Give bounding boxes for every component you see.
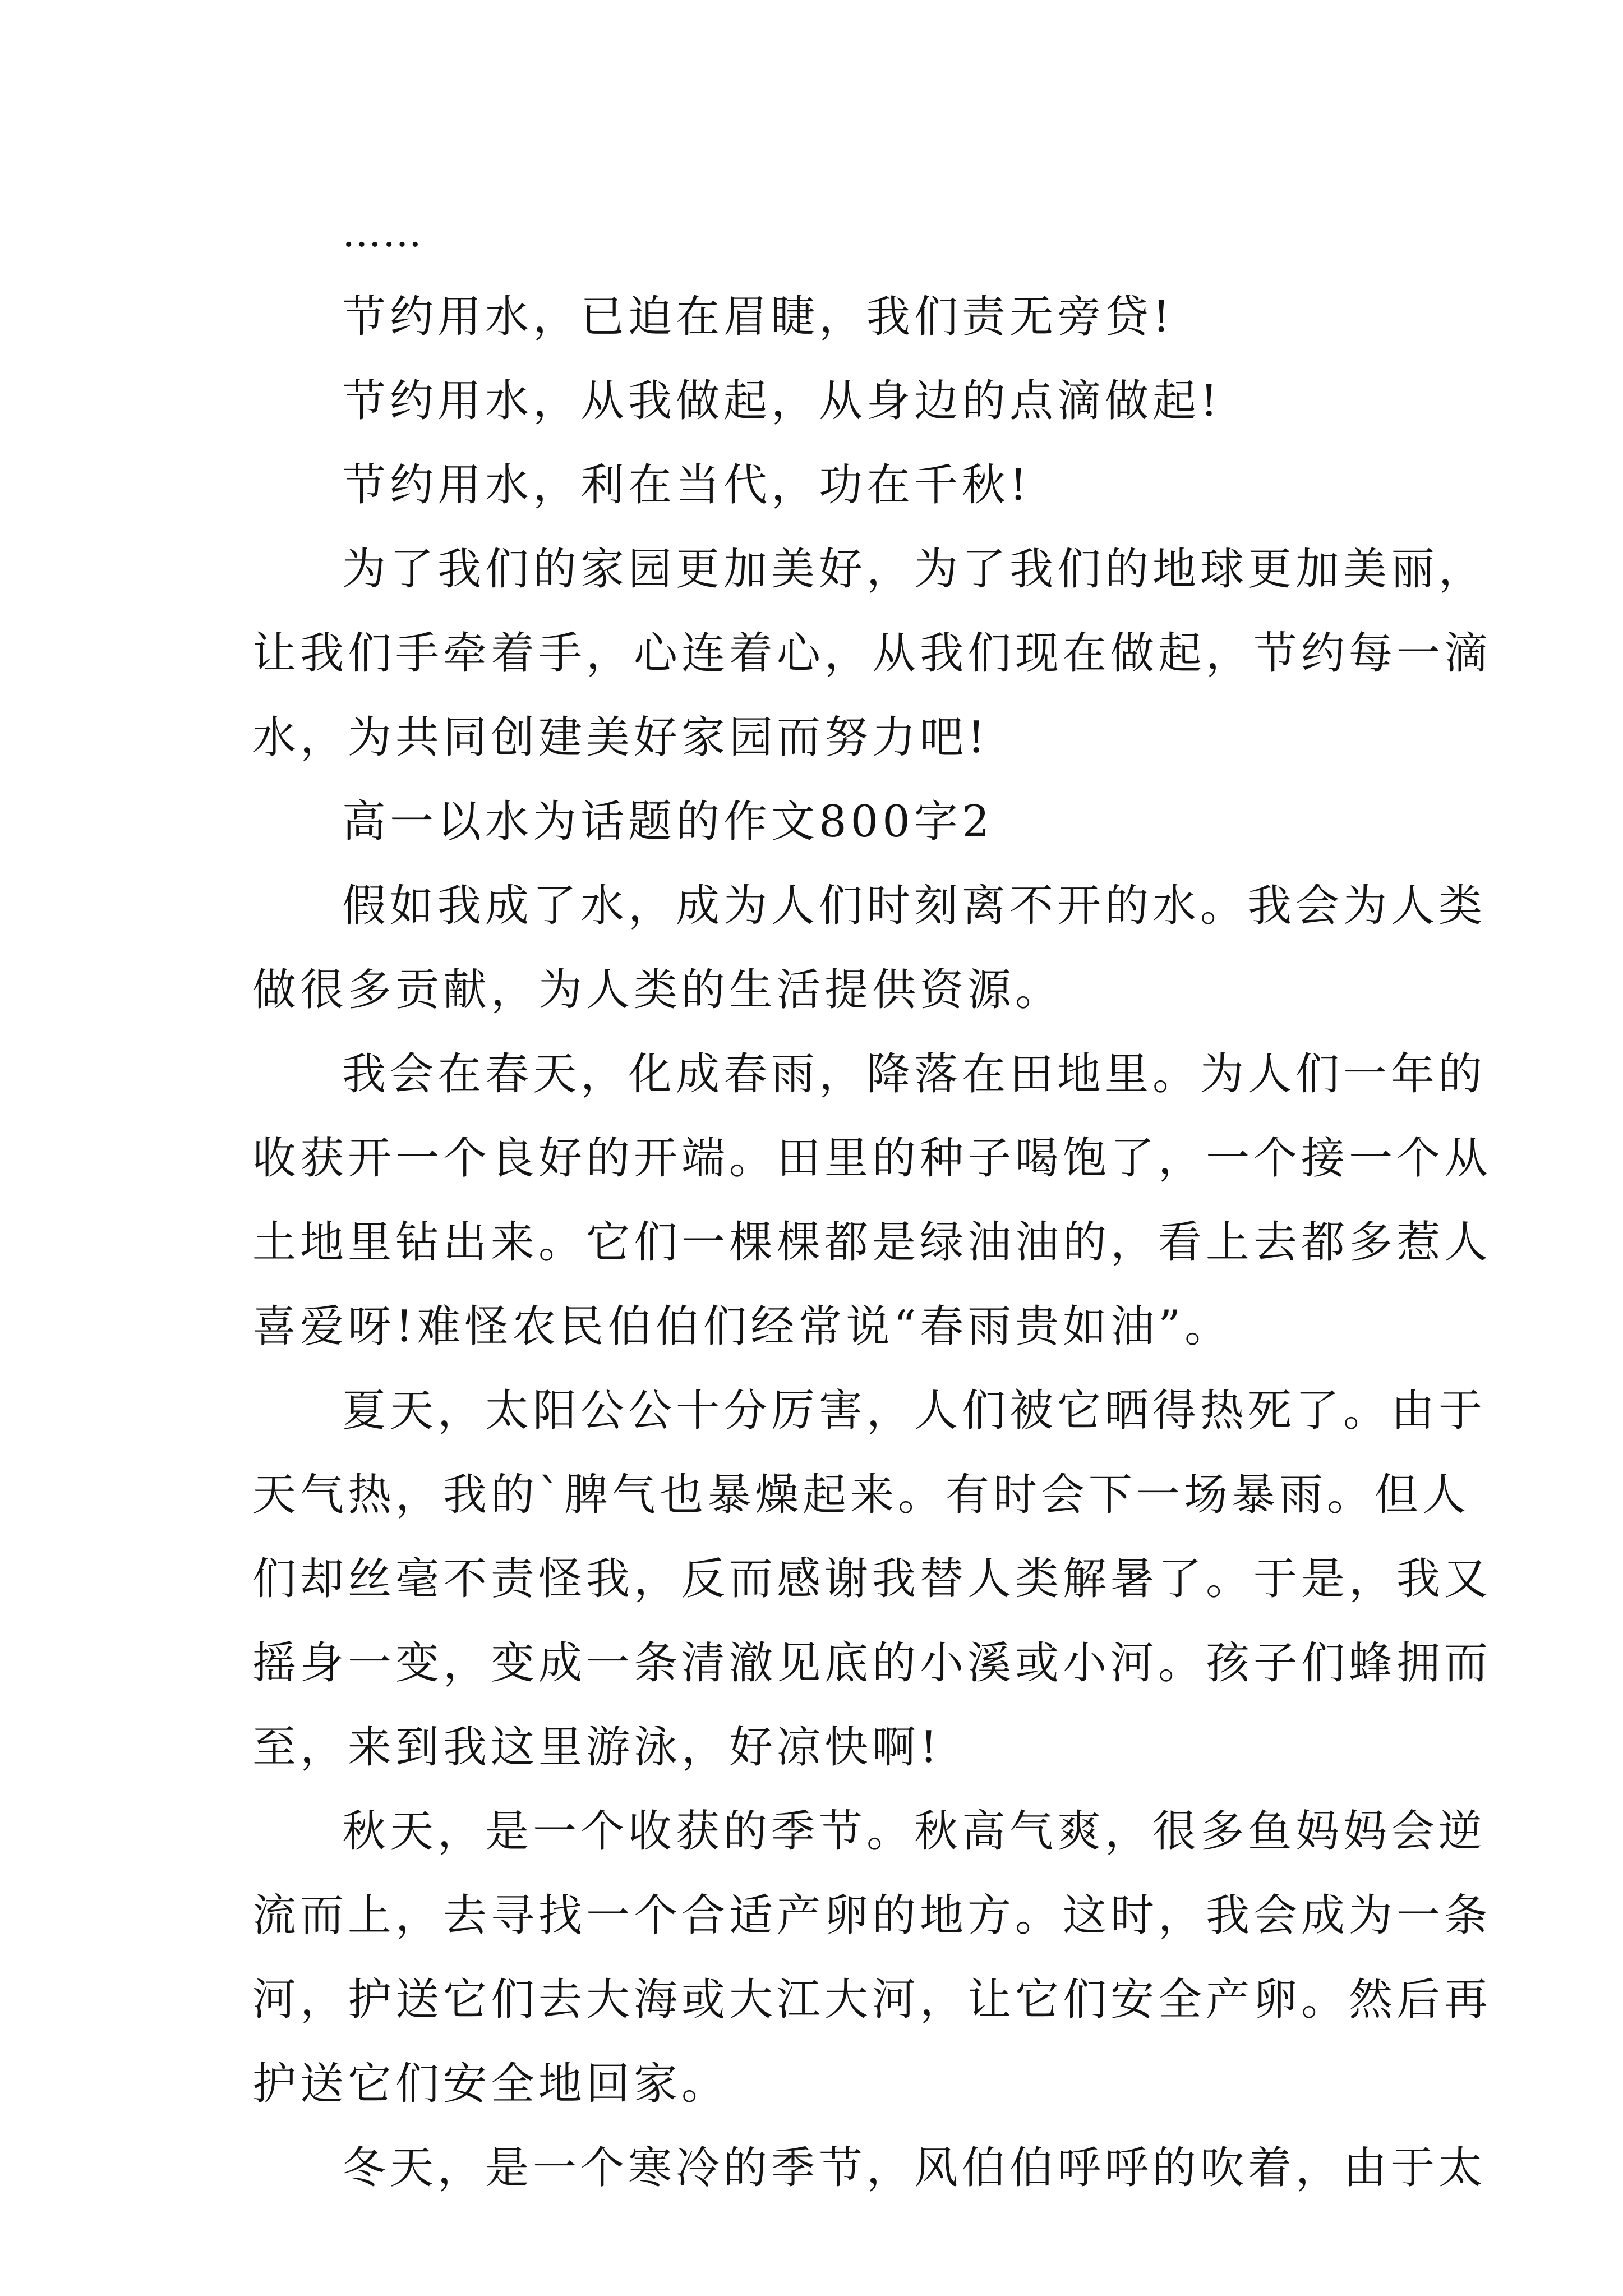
- text-line: 做很多贡献，为人类的生活提供资源。: [252, 965, 1063, 1015]
- text-line: 河，护送它们去大海或大江大河，让它们安全产卵。然后再: [252, 1975, 1492, 2025]
- text-line: 秋天，是一个收获的季节。秋高气爽，很多鱼妈妈会逆: [342, 1806, 1487, 1857]
- text-line: 至，来到我这里游泳，好凉快啊!: [252, 1722, 942, 1773]
- document-body: [252, 191, 1492, 2210]
- text-line: 水，为共同创建美好家园而努力吧!: [252, 712, 989, 763]
- text-line: 节约用水，从我做起，从身边的点滴做起!: [342, 376, 1222, 426]
- text-line: 让我们手牵着手，心连着心，从我们现在做起，节约每一滴: [252, 628, 1492, 679]
- text-line: 流而上，去寻找一个合适产卵的地方。这时，我会成为一条: [252, 1890, 1492, 1941]
- text-line: 我会在春天，化成春雨，降落在田地里。为人们一年的: [342, 1049, 1487, 1099]
- text-line: ……: [342, 210, 423, 256]
- text-line: 为了我们的家园更加美好，为了我们的地球更加美丽，: [342, 544, 1487, 595]
- text-line: 夏天，太阳公公十分厉害，人们被它晒得热死了。由于: [342, 1386, 1487, 1436]
- section-heading: 高一以水为话题的作文800字2: [342, 797, 994, 847]
- text-line: 假如我成了水，成为人们时刻离不开的水。我会为人类: [342, 881, 1487, 931]
- text-line: 土地里钻出来。它们一棵棵都是绿油油的，看上去都多惹人: [252, 1217, 1492, 1268]
- text-line: 收获开一个良好的开端。田里的种子喝饱了，一个接一个从: [252, 1133, 1492, 1184]
- text-line: 节约用水，已迫在眉睫，我们责无旁贷!: [342, 292, 1174, 342]
- text-line: 天气热，我的`脾气也暴燥起来。有时会下一场暴雨。但人: [252, 1470, 1470, 1520]
- text-line: 们却丝毫不责怪我，反而感谢我替人类解暑了。于是，我又: [252, 1554, 1492, 1604]
- text-line: 摇身一变，变成一条清澈见底的小溪或小河。孩子们蜂拥而: [252, 1638, 1492, 1688]
- text-line: 喜爱呀!难怪农民伯伯们经常说“春雨贵如油”。: [252, 1301, 1233, 1352]
- text-line: 护送它们安全地回家。: [252, 2059, 730, 2109]
- text-line: 节约用水，利在当代，功在千秋!: [342, 460, 1031, 510]
- text-line: 冬天，是一个寒冷的季节，风伯伯呼呼的吹着，由于太: [342, 2143, 1487, 2193]
